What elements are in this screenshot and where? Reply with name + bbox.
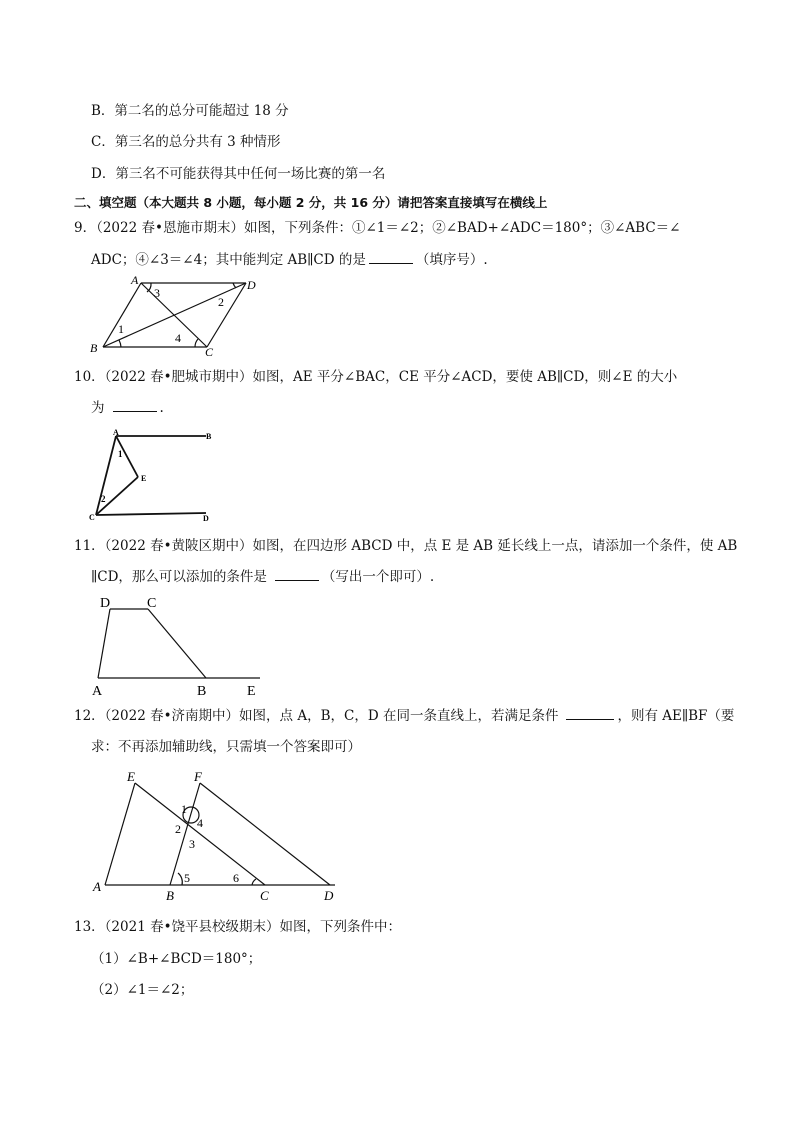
q13-condition-2: （2）∠1＝∠2； (91, 982, 194, 998)
q9-figure (85, 272, 265, 357)
q12-angle-3: 3 (189, 837, 195, 851)
q10-figure (88, 429, 218, 524)
q10-label-e: E (141, 474, 147, 483)
q11-label-a: A (92, 684, 103, 699)
q11-answer-blank (275, 568, 319, 581)
q12-angle-4: 4 (197, 816, 203, 830)
q11-line1: 11．（2022 春•黄陂区期中）如图，在四边形 ABCD 中，点 E 是 AB 延长线上一点，请添加一个条件，使 AB (74, 538, 738, 554)
q10-label-b: B (206, 432, 212, 441)
q9-line1: 9．（2022 春•恩施市期末）如图，下列条件：①∠1＝∠2；②∠BAD+∠ADC＝180°；③∠ABC＝∠ (74, 220, 681, 236)
q12-label-e: E (127, 769, 135, 784)
q10-text-a: 为 (91, 400, 105, 416)
q9-angle-4: 4 (175, 331, 181, 345)
q12-label-c: C (260, 888, 269, 903)
q12-label-b: B (166, 888, 174, 903)
option-c: C．第三名的总分共有 3 种情形 (91, 134, 281, 150)
q11-text-b: （写出一个即可）. (321, 569, 435, 585)
q10-line2 (91, 399, 164, 417)
q12-text-a: 12．（2022 春•济南期中）如图，点 A，B，C，D 在同一条直线上，若满足条件 (74, 708, 559, 724)
q12-line2: 求：不再添加辅助线，只需填一个答案即可） (91, 739, 361, 755)
q9-angle-1: 1 (118, 322, 124, 336)
q11-line2 (91, 568, 434, 586)
q9-label-b: B (90, 341, 98, 355)
q11-text-a: ∥CD，那么可以添加的条件是 (91, 569, 267, 585)
option-d: D．第三名不可能获得其中任何一场比赛的第一名 (91, 166, 386, 182)
q11-label-d: D (100, 596, 111, 611)
q12-answer-blank (566, 707, 614, 720)
q12-figure (90, 765, 350, 905)
q11-label-e: E (247, 684, 256, 699)
q11-label-b: B (197, 684, 207, 699)
q10-answer-blank (113, 399, 157, 412)
q10-label-a: A (113, 428, 119, 437)
q10-text-b: . (159, 400, 164, 416)
q12-line1 (74, 707, 734, 725)
q12-angle-2: 2 (175, 822, 181, 836)
q9-line2 (91, 251, 488, 269)
q12-label-f: F (194, 769, 202, 784)
q11-figure (88, 592, 268, 702)
q12-angle-1: 1 (181, 802, 187, 816)
q9-label-c: C (205, 345, 214, 359)
q9-label-a: A (131, 273, 139, 287)
q11-label-c: C (147, 596, 157, 611)
q12-angle-6: 6 (233, 871, 239, 885)
q9-angle-3: 3 (154, 286, 160, 300)
q12-label-a: A (93, 879, 101, 894)
q10-angle-2: 2 (101, 494, 106, 504)
q10-line1: 10．（2022 春•肥城市期中）如图，AE 平分∠BAC，CE 平分∠ACD，要使 AB∥CD，则∠E 的大小 (74, 369, 678, 385)
q10-label-c: C (89, 513, 95, 522)
q10-label-d: D (203, 514, 209, 523)
option-b: B．第二名的总分可能超过 18 分 (91, 103, 289, 119)
q12-text-b: ，则有 AE∥BF（要 (617, 708, 735, 724)
q13-line1: 13．（2021 春•饶平县校级期末）如图，下列条件中： (74, 919, 402, 935)
q9-text-b: （填序号）. (415, 252, 488, 268)
q9-label-d: D (247, 278, 256, 292)
q10-angle-1: 1 (118, 449, 123, 459)
q12-label-d: D (324, 888, 334, 903)
q13-condition-1: （1）∠B+∠BCD＝180°； (91, 951, 262, 967)
q9-text-a: ADC；④∠3＝∠4；其中能判定 AB∥CD 的是 (91, 252, 366, 268)
q9-answer-blank (369, 251, 413, 264)
section-heading: 二、填空题（本大题共 8 小题，每小题 2 分，共 16 分）请把答案直接填写在横线上 (74, 195, 548, 210)
q9-angle-2: 2 (218, 295, 224, 309)
q12-angle-5: 5 (184, 871, 190, 885)
